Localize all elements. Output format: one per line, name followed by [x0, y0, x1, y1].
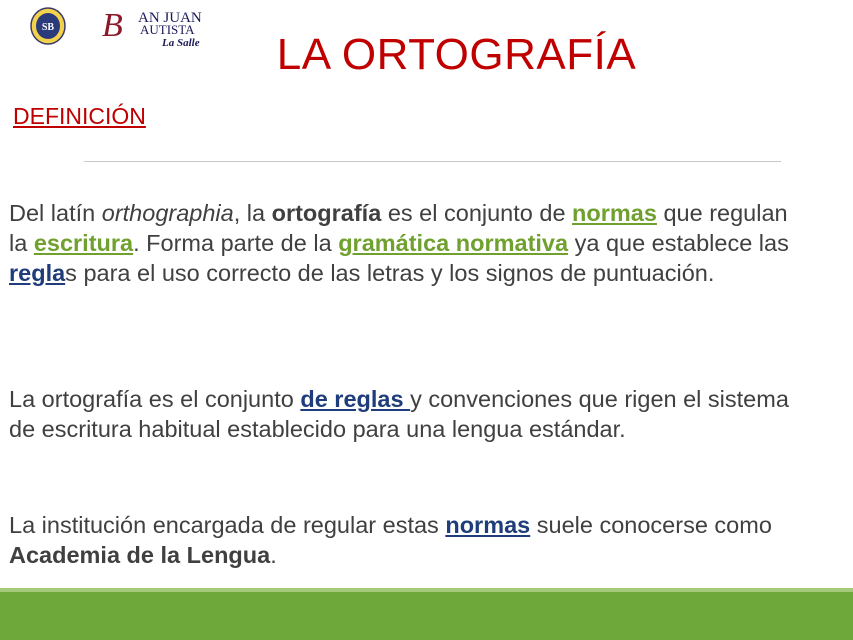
logo-line2: AUTISTA [140, 22, 195, 37]
logo-initial: B [102, 7, 123, 44]
paragraph-institucion: La institución encargada de regular estas normas suele conocerse como Academia de la Lengua. [9, 512, 772, 568]
paragraph-conjunto: La ortografía es el conjunto de reglas y convenciones que rigen el sistema de escritura habitual establecido para una lengua estándar. [9, 386, 789, 442]
link-normas[interactable]: normas [572, 200, 657, 226]
link-regla[interactable]: regla [9, 260, 66, 286]
footer-bar [0, 592, 853, 640]
divider [84, 161, 781, 162]
slide-title: LA ORTOGRAFÍA [276, 30, 637, 79]
link-escritura[interactable]: escritura [33, 230, 134, 256]
seal-initials: SB [41, 22, 55, 33]
link-gramatica-normativa[interactable]: gramática normativa [338, 230, 569, 256]
paragraph-origin: Del latín orthographia, la ortografía es el conjunto de normas que regulan la escritura. Forma parte de la gramática normativa ya que establece las reglas para el uso correcto de las letras y los signos de puntuación. [9, 200, 789, 286]
link-de-reglas[interactable]: de reglas [300, 386, 411, 412]
logo-script: La Salle [162, 37, 200, 49]
logo-line1: AN JUAN [138, 10, 202, 26]
definition-heading: DEFINICIÓN [13, 103, 146, 129]
link-normas-2[interactable]: normas [445, 512, 531, 538]
